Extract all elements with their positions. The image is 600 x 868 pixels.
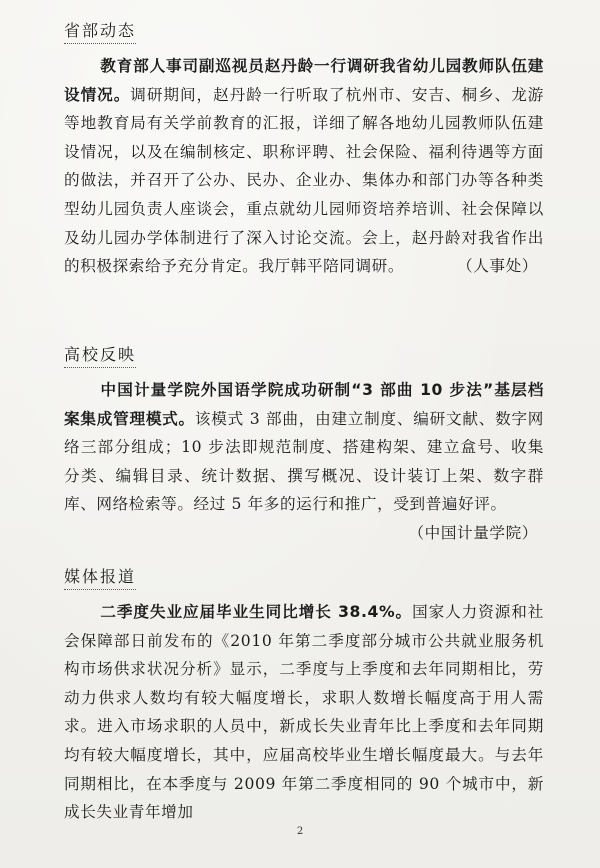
section-paragraph [64, 598, 544, 827]
paragraph-body: 该模式 3 部曲，由建立制度、编研文献、数字网络三部分组成；10 步法即规范制度、搭建构架、建立盒号、收集分类、编辑目录、统计数据、撰写概况、设计装订上架、数字群库、网络检索等。经过 5 年多的运行和推广，受到普遍好评。 [64, 409, 544, 514]
paragraph-body: 调研期间，赵丹龄一行听取了杭州市、安吉、桐乡、龙游等地教育局有关学前教育的汇报，详细了解各地幼儿园教师队伍建设情况，以及在编制核定、职称评聘、社会保险、福利待遇等方面的做法，并召开了公办、民办、企业办、集体办和部门办等各种类型幼儿园负责人座谈会，重点就幼儿园师资培养培训、社会保障以及幼儿园办学体制进行了深入讨论交流。会上，赵丹龄对我省作出的积极探索给予充分肯定。我厅韩平陪同调研。 [64, 85, 544, 276]
paragraph-lead: 中国计量学院外国语学院成功研制“3 部曲 10 步法”基层档案集成管理模式。 [64, 381, 544, 428]
section-paragraph [64, 52, 544, 281]
paragraph-lead: 教育部人事司副巡视员赵丹龄一行调研我省幼儿园教师队伍建设情况。 [64, 57, 544, 104]
section-provincial-news [64, 20, 544, 281]
paragraph-source: （人事处） [457, 257, 538, 276]
section-paragraph [64, 376, 544, 548]
paragraph-lead: 二季度失业应届毕业生同比增长 38.4%。 [100, 603, 413, 621]
section-heading: 媒体报道 [64, 566, 136, 590]
page-number: 2 [296, 826, 304, 837]
paragraph-source: （中国计量学院） [408, 523, 538, 542]
paragraph-body: 国家人力资源和社会保障部日前发布的《2010 年第二季度部分城市公共就业服务机构市场供求状况分析》显示，二季度与上季度和去年同期相比，劳动力供求人数均有较大幅度增长，求职人数增长幅度高于用人需求。进入市场求职的人员中，新成长失业青年比上季度和去年同期均有较大幅度增长，其中，应届高校毕业生增长幅度最大。与去年同期相比，在本季度与 2009 年第二季度相同的 90 个城市中，新成长失业青年增加 [64, 603, 544, 822]
section-media-report [64, 566, 544, 827]
section-university-report [64, 344, 544, 548]
section-heading: 高校反映 [64, 344, 136, 368]
section-heading: 省部动态 [64, 20, 136, 44]
